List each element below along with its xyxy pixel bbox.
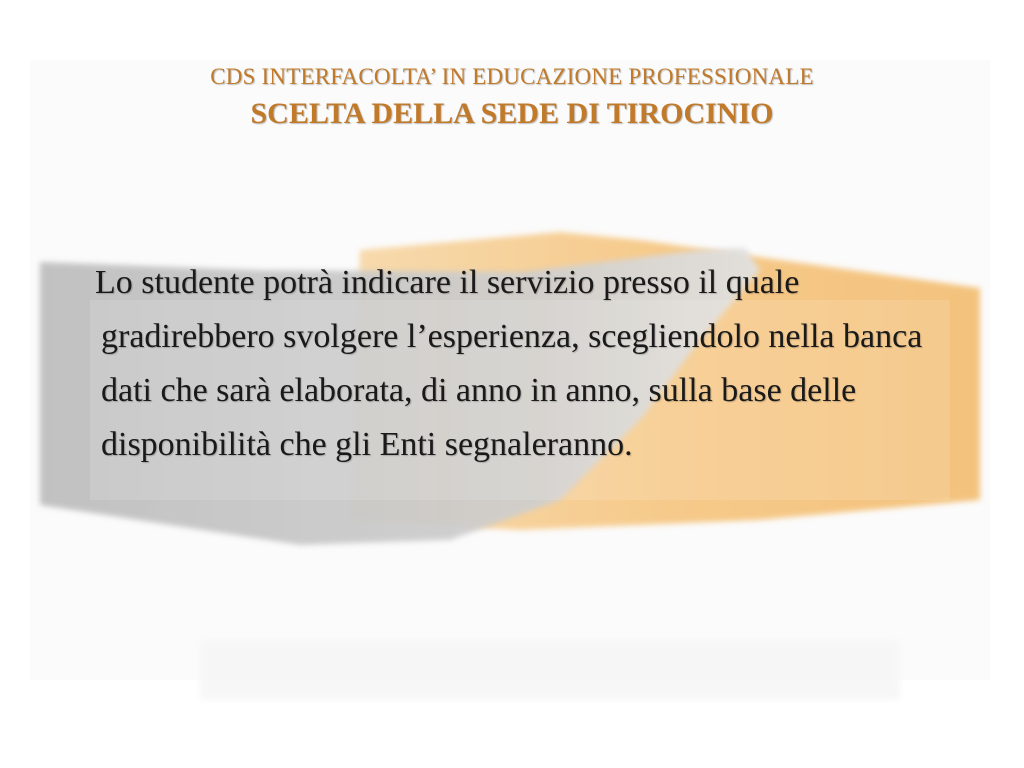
slide-title (0, 60, 1024, 134)
title-line-2: SCELTA DELLA SEDE DI TIROCINIO (250, 97, 774, 130)
title-line-1: CDS INTERFACOLTA’ IN EDUCAZIONE PROFESSIONALE (210, 64, 814, 89)
body-paragraph: Lo studente potrà indicare il servizio presso il quale gradirebbero svolgere l’esperienza, scegliendolo nella banca dati che sarà elaborata, di anno in anno, sulla base delle disponibilità che gli Enti segnaleranno. (95, 264, 923, 463)
